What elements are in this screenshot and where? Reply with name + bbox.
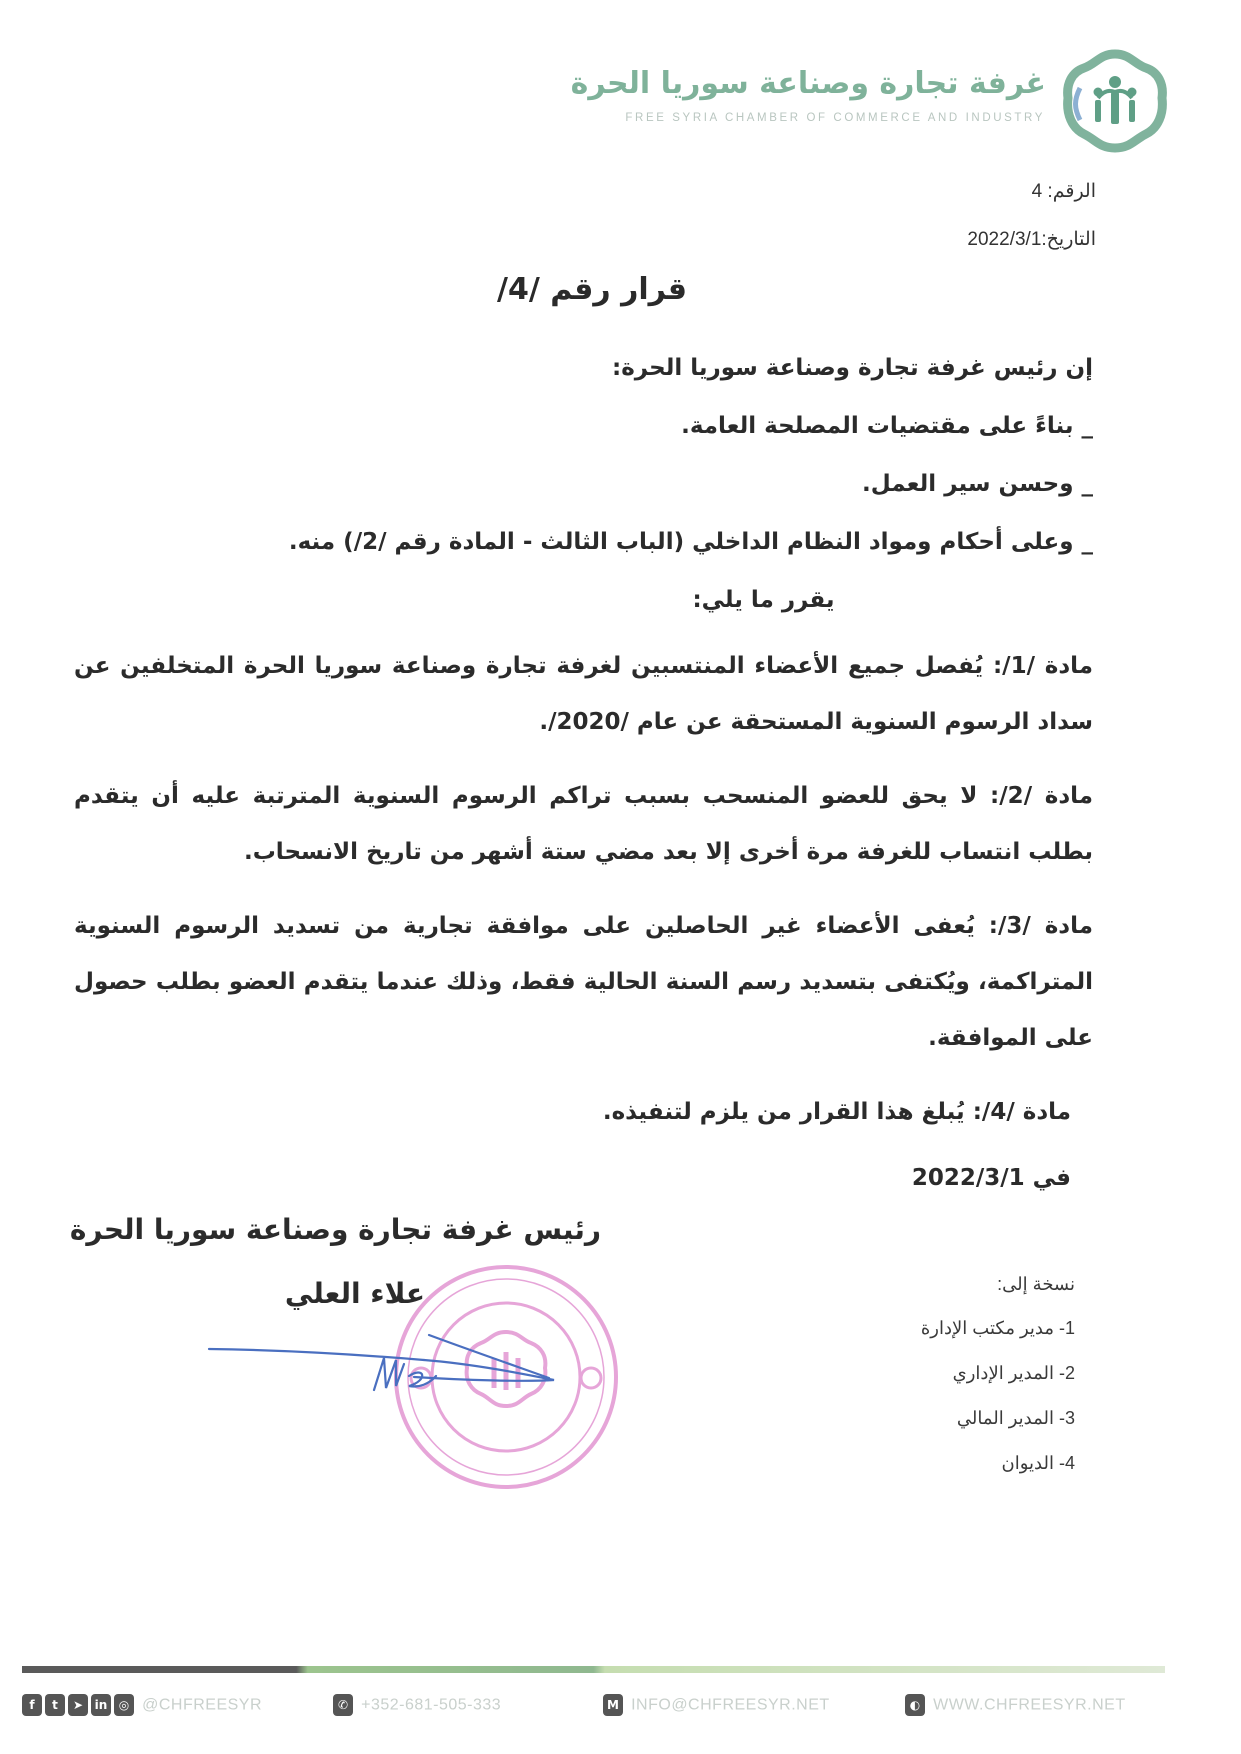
consideration-item: _ وعلى أحكام ومواد النظام الداخلي (الباب الثالث - المادة رقم /2/) منه. <box>288 529 1093 555</box>
decision-title: قرار رقم /4/ <box>497 272 687 307</box>
article-4-line-1: مادة /4/: يُبلغ هذا القرار من يلزم لتنفيذه. <box>602 1099 1071 1125</box>
consideration-item: _ بناءً على مقتضيات المصلحة العامة. <box>681 413 1093 439</box>
signatory-title: رئيس غرفة تجارة وصناعة سوريا الحرة <box>69 1213 601 1246</box>
email-icon: M <box>603 1694 623 1716</box>
facebook-icon[interactable]: f <box>22 1694 42 1716</box>
article-1-line-1: مادة /1/: يُفصل جميع الأعضاء المنتسبين لغرفة تجارة وصناعة سوريا الحرة المتخلفين عن <box>74 653 1094 679</box>
article-2-line-2: بطلب انتساب للغرفة مرة أخرى إلا بعد مضي ستة أشهر من تاريخ الانسحاب. <box>243 839 1093 865</box>
twitter-icon[interactable]: t <box>45 1694 65 1716</box>
article-3-line-1: مادة /3/: يُعفى الأعضاء غير الحاصلين على موافقة تجارية من تسديد الرسوم السنوية <box>74 913 1093 939</box>
consideration-item: _ وحسن سير العمل. <box>862 471 1093 497</box>
article-4 <box>74 1084 1071 1140</box>
copies-label: نسخة إلى: <box>997 1274 1075 1294</box>
issue-date: في 2022/3/1 <box>911 1165 1071 1191</box>
whatsapp-icon: ✆ <box>333 1694 353 1716</box>
email-address[interactable]: INFO@CHFREESYR.NET <box>631 1696 830 1714</box>
footer-website <box>905 1694 1126 1716</box>
footer-divider <box>22 1666 1165 1673</box>
signatory-name: علاء العلي <box>284 1277 425 1310</box>
social-handle[interactable]: @CHFREESYR <box>142 1696 263 1714</box>
phone-number[interactable]: +352-681-505-333 <box>361 1696 502 1714</box>
decision-intro: إن رئيس غرفة تجارة وصناعة سوريا الحرة: <box>612 355 1093 381</box>
article-3-line-3: حصول على الموافقة. <box>74 969 1093 1051</box>
org-name-arabic: غرفة تجارة وصناعة سوريا الحرة <box>570 66 1046 101</box>
chamber-logo <box>1060 48 1170 154</box>
copy-recipient: 4- الديوان <box>1001 1453 1075 1473</box>
org-name-english: FREE SYRIA CHAMBER OF COMMERCE AND INDUSTRY <box>625 112 1045 124</box>
signature-block <box>69 1210 1093 1510</box>
article-3 <box>74 898 1093 1066</box>
linkedin-icon[interactable]: in <box>91 1694 111 1716</box>
copy-recipient: 2- المدير الإداري <box>952 1363 1075 1383</box>
article-1 <box>74 638 1093 750</box>
decides-heading: يقرر ما يلي: <box>692 587 835 613</box>
footer-phone <box>333 1694 501 1716</box>
telegram-icon[interactable]: ➤ <box>68 1694 88 1716</box>
article-3-line-2: المتراكمة، ويُكتفى بتسديد رسم السنة الحالية فقط، وذلك عندما يتقدم العضو بطلب <box>155 969 1094 995</box>
footer-email <box>603 1694 830 1716</box>
article-1-line-2: سداد الرسوم السنوية المستحقة عن عام /2020/. <box>539 709 1093 735</box>
document-date: التاريخ:2022/3/1 <box>967 229 1096 250</box>
website-url[interactable]: WWW.CHFREESYR.NET <box>933 1696 1126 1714</box>
handwritten-signature <box>204 1330 564 1410</box>
document-number: الرقم: 4 <box>1031 181 1096 202</box>
instagram-icon[interactable]: ◎ <box>114 1694 134 1716</box>
globe-icon: ◐ <box>905 1694 925 1716</box>
article-2 <box>74 768 1093 880</box>
copy-recipient: 3- المدير المالي <box>956 1408 1075 1428</box>
footer-social <box>22 1694 262 1716</box>
copy-recipient: 1- مدير مكتب الإدارة <box>920 1318 1075 1338</box>
article-2-line-1: مادة /2/: لا يحق للعضو المنسحب بسبب تراكم الرسوم السنوية المترتبة عليه أن يتقدم <box>74 783 1094 809</box>
